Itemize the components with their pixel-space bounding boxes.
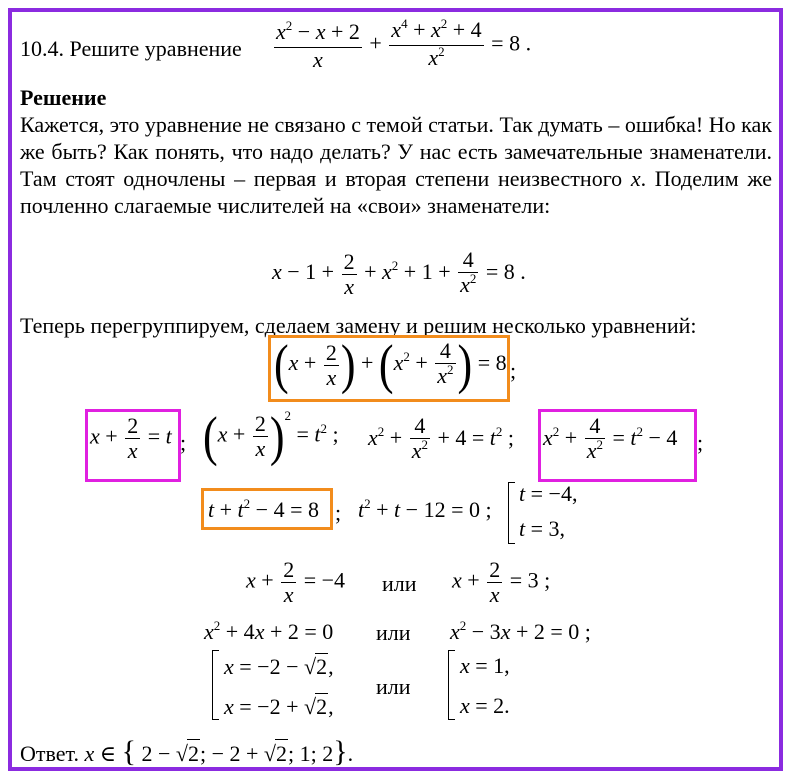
semicolon: ; <box>510 358 517 383</box>
t-equation: $t + t^2 - 4 = 8$ <box>208 496 319 522</box>
fraction-1-num: $x^2 - x + 2$ <box>274 20 362 48</box>
quadratic-t: $t^2 + t - 12 = 0$ ; <box>358 496 492 522</box>
x-root-4: x = 2. <box>460 693 510 718</box>
intro-text: Кажется, это уравнение не связано с темой статьи. Так думать – ошибка! Но как же быть? Как понять, что надо делать? У нас есть замечательные знаменатели. Там стоят одночлены – первая и вторая степени неизвестного <box>20 112 772 191</box>
roots-bracket-2 <box>448 650 455 720</box>
x-squared-expression: $x^2$ + $\frac{4}{x^2}$ = $t^2 - 4$ <box>543 413 678 463</box>
squared-substitution: (x + $\frac{2}{x}$ )$^2 = t^2$ ; <box>203 405 339 467</box>
expanded-equation: x − 1 + $\frac{2}{x}$ + $x^2 + 1$ + $\frac{4}{x^2}$ = 8 . <box>272 247 526 299</box>
eq-x-minus4: x + $\frac{2}{x}$ = −4 <box>246 557 346 607</box>
or-label: или <box>382 571 417 596</box>
regroup-text: Теперь перегруппируем, сделаем замену и решим несколько уравнений: <box>20 313 697 338</box>
fraction-1-den: x <box>313 46 323 72</box>
t-root-2: t = 3, <box>519 516 566 541</box>
answer-line <box>20 735 354 768</box>
substitution-t: x + $\frac{2}{x}$ = t <box>90 413 172 463</box>
grouped-equation: (x + $\frac{2}{x}$ ) + ($x^2$ + $\frac{4}{x^2}$ ) = 8 <box>274 333 507 395</box>
expanded-square: $x^2$ + $\frac{4}{x^2}$ + $4 = t^2$ ; <box>368 413 515 463</box>
intro-variable: x <box>630 166 641 191</box>
quadratic-x-2: $x^2 - 3x + 2 = 0$ ; <box>450 618 591 644</box>
problem-statement <box>20 35 242 62</box>
problem-equation <box>272 18 531 73</box>
intro-paragraph <box>20 111 772 219</box>
eq-x-3: x + $\frac{2}{x}$ = 3 ; <box>452 557 551 607</box>
quadratic-x-1: $x^2 + 4x + 2 = 0$ <box>204 618 334 644</box>
answer-label: Ответ. <box>20 741 79 766</box>
semicolon: ; <box>697 430 704 455</box>
problem-number: 10.4. <box>20 36 64 61</box>
fraction-1 <box>274 17 362 72</box>
roots-bracket-1 <box>212 650 219 720</box>
problem-text: Решите уравнение <box>69 36 242 61</box>
equals-8: = 8 . <box>491 30 532 56</box>
x-root-2: x = −2 + √2, <box>224 694 334 719</box>
or-label: или <box>376 674 411 699</box>
semicolon: ; <box>180 430 187 455</box>
fraction-2-den: $x^2$ <box>428 44 445 70</box>
fraction-2 <box>389 18 483 73</box>
x-root-1: x = −2 − √2, <box>224 654 334 679</box>
system-bracket <box>508 482 515 544</box>
solution-heading: Решение <box>20 85 107 110</box>
or-label: или <box>376 620 411 645</box>
answer-set: x ∈ { 2 − √2; − 2 + √2; 1; 2}. <box>84 735 354 768</box>
fraction-2-num: $x^4 + x^2 + 4$ <box>389 18 483 46</box>
plus-sign: + <box>369 30 382 56</box>
semicolon: ; <box>335 500 342 525</box>
x-root-3: x = 1, <box>460 653 510 678</box>
intro-text-end: . Поделим же почленно слагаемые числителей на «свои» знаменатели: <box>20 166 773 218</box>
t-root-1: t = −4, <box>519 481 578 506</box>
